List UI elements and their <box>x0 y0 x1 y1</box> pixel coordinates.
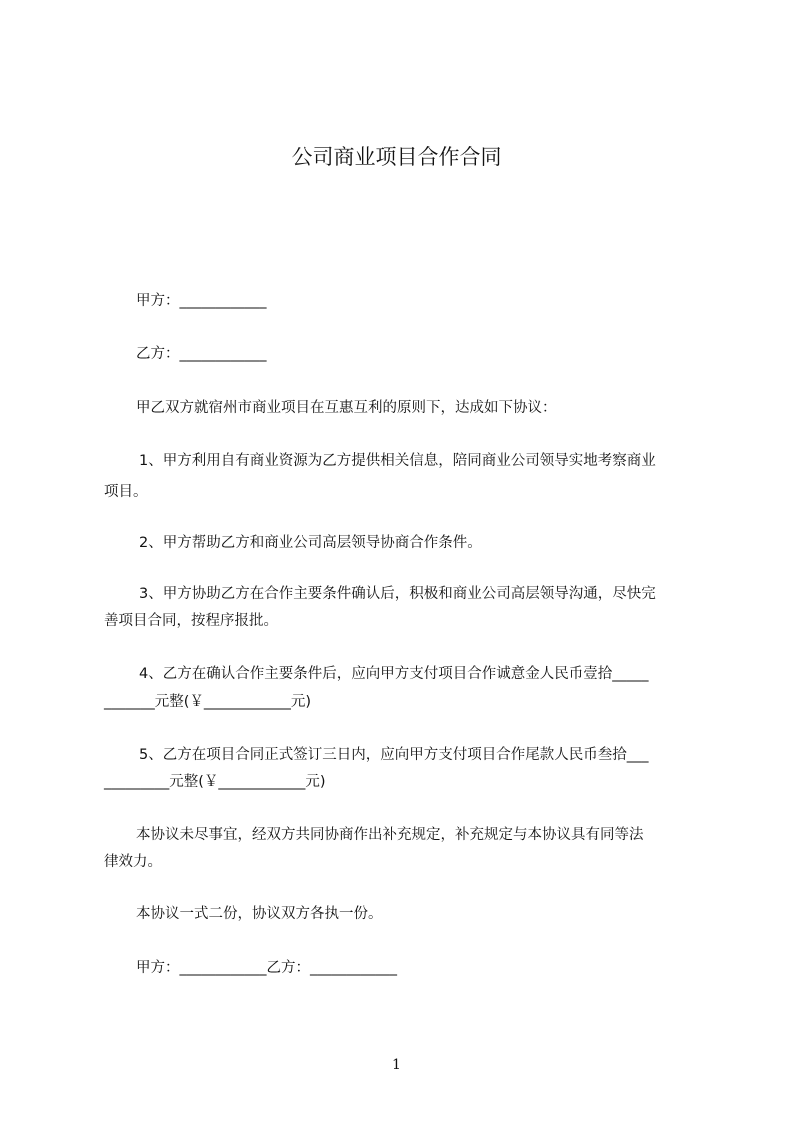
clause-1-line-1: 1、甲方利用自有商业资源为乙方提供相关信息，陪同商业公司领导实地考察商业 <box>139 453 656 469</box>
clause-2: 2、甲方帮助乙方和商业公司高层领导协商合作条件。 <box>139 535 482 551</box>
clause-3-line-2: 善项目合同，按程序报批。 <box>104 613 278 629</box>
clause-4-line-2: _______元整(￥____________元) <box>104 694 312 710</box>
agreement-intro: 甲乙双方就宿州市商业项目在互惠互利的原则下，达成如下协议： <box>136 400 557 416</box>
clause-5-line-1: 5、乙方在项目合同正式签订三日内，应向甲方支付项目合作尾款人民币叁拾___ <box>139 747 649 763</box>
party-b-line: 乙方：____________ <box>136 346 267 362</box>
clause-3-line-1: 3、甲方协助乙方在合作主要条件确认后，积极和商业公司高层领导沟通，尽快完 <box>139 586 656 602</box>
page-number: 1 <box>392 1057 401 1073</box>
clause-5-line-2: _________元整(￥____________元) <box>104 774 326 790</box>
party-a-line: 甲方：____________ <box>136 293 267 309</box>
copies-statement: 本协议一式二份，协议双方各执一份。 <box>136 906 383 922</box>
supplement-line-1: 本协议未尽事宜，经双方共同协商作出补充规定，补充规定与本协议具有同等法 <box>136 827 644 843</box>
signature-line: 甲方：____________乙方：____________ <box>136 960 397 976</box>
document-title: 公司商业项目合作合同 <box>291 145 502 169</box>
supplement-line-2: 律效力。 <box>104 854 162 870</box>
clause-4-line-1: 4、乙方在确认合作主要条件后，应向甲方支付项目合作诚意金人民币壹拾_____ <box>139 666 649 682</box>
clause-1-line-2: 项目。 <box>104 484 148 500</box>
